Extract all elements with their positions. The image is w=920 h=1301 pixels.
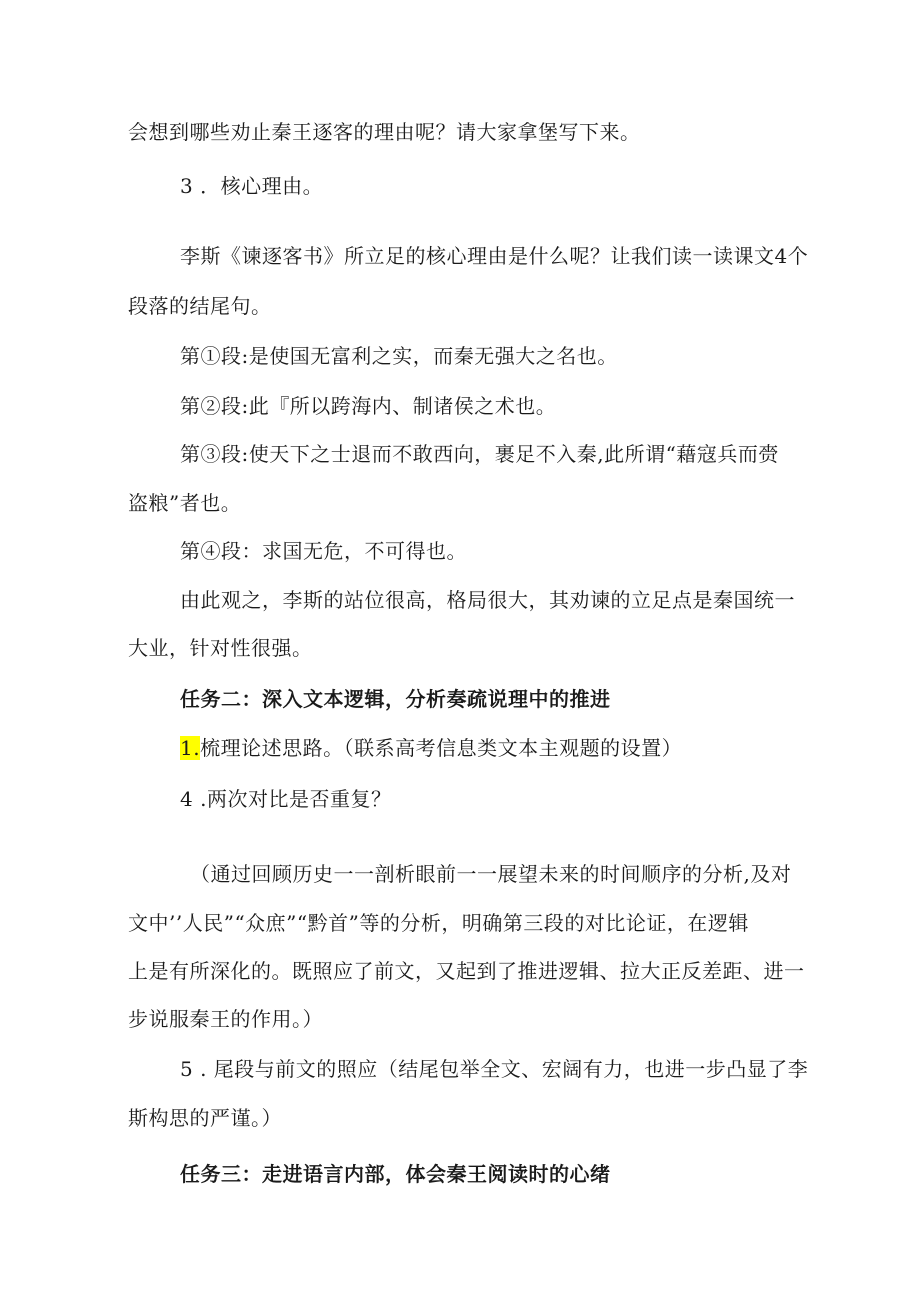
section-item-3: 3 ．核心理由。 <box>180 174 324 198</box>
task-two-heading: 任务二：深入文本逻辑，分析奏疏说理中的推进 <box>180 687 611 711</box>
task-two-item-1 <box>180 734 682 762</box>
highlighted-number: 1. <box>180 736 201 760</box>
paragraph-line: 上是有所深化的。既照应了前文，又起到了推进逻辑、拉大正反差距、进一 <box>128 959 805 983</box>
task-three-heading: 任务三：走进语言内部，体会秦王阅读时的心绪 <box>180 1162 611 1186</box>
paragraph-line: 李斯《谏逐客书》所立足的核心理由是什么呢？让我们读一读课文4个 <box>180 244 809 268</box>
paragraph-line: 由此观之，李斯的站位很高，格局很大，其劝谏的立足点是秦国统一 <box>180 588 795 612</box>
paragraph-line: 会想到哪些劝止秦王逐客的理由呢？请大家拿堡写下来。 <box>128 120 641 144</box>
quote-line-1: 第①段:是使国无富利之实，而秦无强大之名也。 <box>180 344 618 368</box>
paragraph-line: 大业，针对性很强。 <box>128 636 313 660</box>
paragraph-line: 步说服秦王的作用。） <box>128 1007 323 1031</box>
quote-line-2: 第②段:此『所以跨海内、制诸侯之术也。 <box>180 394 557 418</box>
paragraph-line: 文中’’人民”“众庶”“黔首”等的分析，明确第三段的对比论证，在逻辑 <box>128 911 749 935</box>
paragraph-line: 段落的结尾句。 <box>128 294 272 318</box>
item-text: 梳理论述思路。（联系高考信息类文本主观题的设置） <box>200 736 683 760</box>
section-item-5: 5 . 尾段与前文的照应（结尾包举全文、宏阔有力，也进一步凸显了李 <box>180 1057 809 1081</box>
quote-line-3: 第③段:使天下之士退而不敢西向，裹足不入秦,此所谓“藉寇兵而赍 <box>180 442 779 466</box>
paragraph-line: （通过回顾历史一一剖析眼前一一展望未来的时间顺序的分析,及对 <box>190 862 792 886</box>
section-item-4: 4 .两次对比是否重复？ <box>180 787 392 811</box>
paragraph-line: 盗粮”者也。 <box>128 491 242 515</box>
paragraph-line: 斯构思的严谨。） <box>128 1106 282 1130</box>
quote-line-4: 第④段：求国无危，不可得也。 <box>180 539 467 563</box>
